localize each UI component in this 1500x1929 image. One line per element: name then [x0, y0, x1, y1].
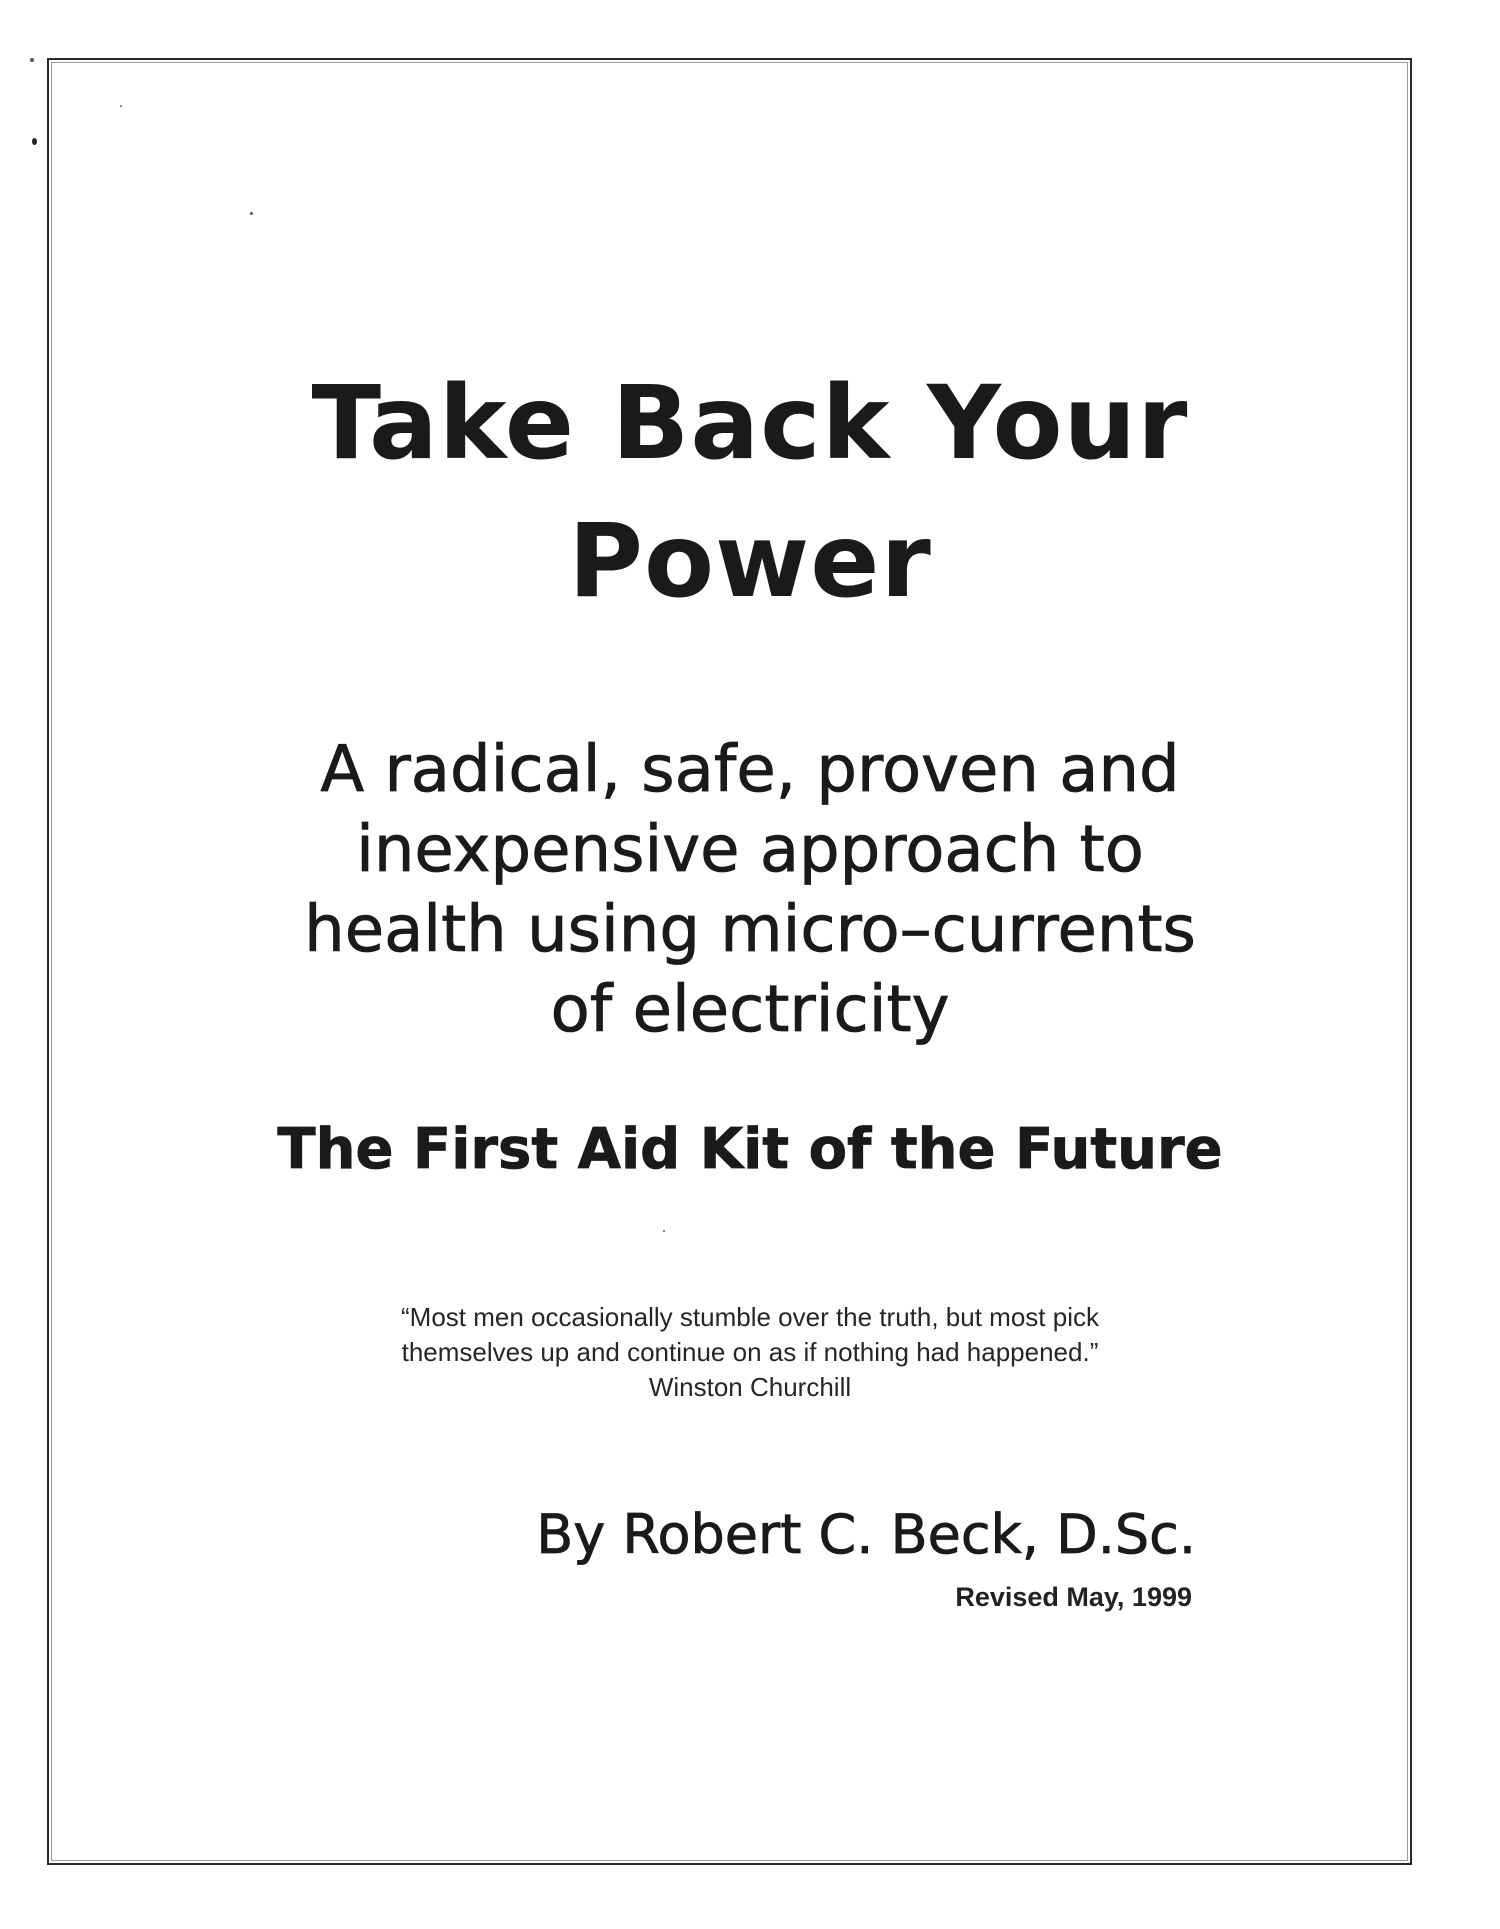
book-title: Take Back Your Power [311, 364, 1189, 621]
author-byline: By Robert C. Beck, D.Sc. [536, 1503, 1196, 1566]
quote-line-1: “Most men occasionally stumble over the truth, but most pick [401, 1302, 1099, 1332]
book-subtitle: A radical, safe, proven and inexpensive approach to health using micro–currents of electricity [304, 733, 1196, 1047]
quote-attribution: Winston Churchill [648, 1372, 852, 1402]
scan-speck [30, 58, 34, 62]
epigraph-quote [0, 1300, 1500, 1405]
book-tagline: The First Aid Kit of the Future [277, 1117, 1223, 1182]
revision-date: Revised May, 1999 [955, 1582, 1192, 1612]
quote-line-2: themselves up and continue on as if nothing had happened.” [401, 1337, 1099, 1367]
scan-speck [32, 138, 37, 145]
